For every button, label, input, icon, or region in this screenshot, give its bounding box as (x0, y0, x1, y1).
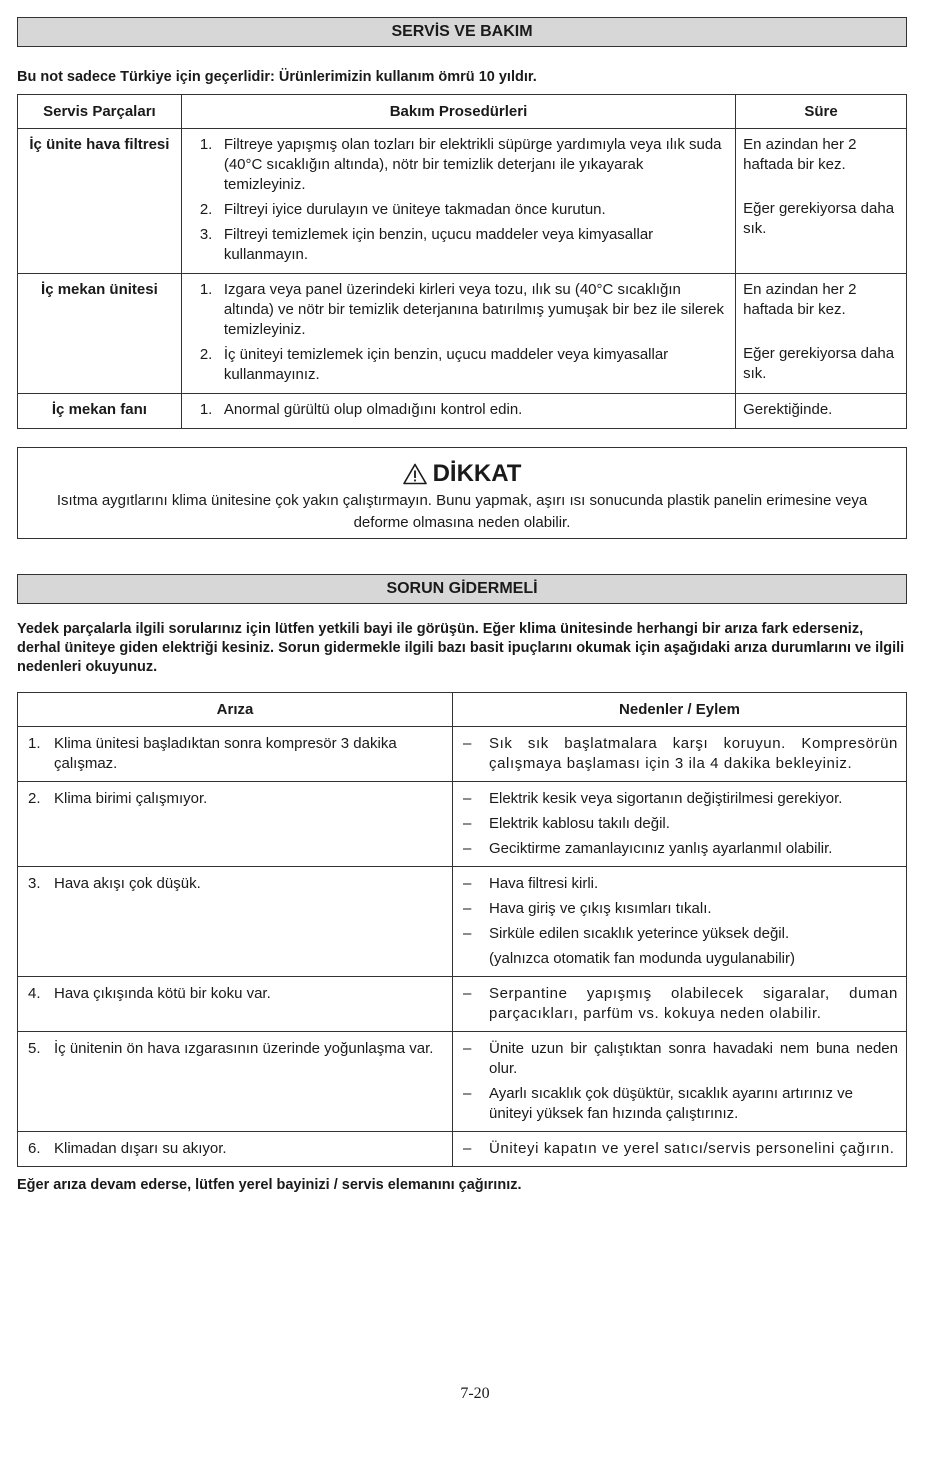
list-item-note: (yalnızca otomatik fan modunda uygulanabilir) (489, 950, 795, 967)
table-row (18, 1132, 907, 1167)
duration-primary: Gerektiğinde. (743, 401, 833, 418)
duration-cell (736, 129, 907, 274)
cause-cell (453, 1032, 907, 1132)
procedure-cell (181, 394, 735, 429)
table-row (18, 394, 907, 429)
fault-cell: 1. Klima ünitesi başladıktan sonra kompresör 3 dakika çalışmaz. (18, 727, 453, 782)
list-item: 2. İç üniteyi temizlemek için benzin, uçucu maddeler veya kimyasallar kullanmayınız. (199, 346, 669, 383)
table-row (18, 867, 907, 977)
service-section-title: SERVİS VE BAKIM (17, 17, 907, 47)
duration-primary: En azindan her 2 haftada bir kez. (743, 136, 857, 173)
fault-cell: 6. Klimadan dışarı su akıyor. (18, 1132, 453, 1167)
table-row (18, 274, 907, 394)
list-item: 3. Filtreyi temizlemek için benzin, uçucu maddeler veya kimyasallar kullanmayın. (199, 226, 654, 263)
part-name: İç ünite hava filtresi (18, 129, 182, 274)
troubleshooting-section-title: SORUN GİDERMELİ (17, 574, 907, 604)
fault-cell: 3. Hava akışı çok düşük. (18, 867, 453, 977)
caution-text: Isıtma aygıtlarını klima ünitesine çok yakın çalıştırmayın. Bunu yapmak, aşırı ısı sonucunda plastik panelin erimesine veya deforme olmasına neden olabilir. (56, 492, 868, 531)
list-item: 1. Filtreye yapışmış olan tozları bir elektrikli süpürge yardımıyla veya ılık suda (40°C sıcaklığın altında), nötr bir temizlik deterjanı ile yıkayarak temizleyiniz. (199, 136, 722, 193)
header-duration: Süre (736, 95, 907, 129)
page-number: 7-20 (460, 1385, 490, 1402)
troubleshooting-table-header (18, 693, 907, 727)
troubleshooting-intro: Yedek parçalarla ilgili sorularınız için lütfen yetkili bayi ile görüşün. Eğer klima ünitesinde herhangi bir arıza fark ederseniz, derhal üniteye giden elektriği kesiniz. Sorun gidermekle ilgili bazı basit ipuçlarını okumak için aşağıdaki arıza durumlarını ve ilgili nedenleri okuyunuz. (17, 621, 905, 675)
list-item: – Üniteyi kapatın ve yerel satıcı/servis personelini çağırın. (463, 1140, 895, 1157)
service-table (17, 94, 907, 429)
duration-primary: En azindan her 2 haftada bir kez. (743, 281, 857, 318)
lifetime-note: Bu not sadece Türkiye için geçerlidir: Ürünlerimizin kullanım ömrü 10 yıldır. (17, 69, 537, 85)
list-item: – Elektrik kesik veya sigortanın değiştirilmesi gerekiyor. (463, 790, 843, 807)
manual-page (17, 17, 907, 1193)
list-item: – Ünite uzun bir çalıştıktan sonra havadaki nem buna neden olur. (463, 1040, 898, 1077)
list-item: 1. Izgara veya panel üzerindeki kirleri veya tozu, ılık su (40°C sıcaklığın altında) ve nötr bir temizlik deterjanına batırılmış yumuşak bir bez ile silerek temizleyiniz. (199, 281, 725, 338)
duration-cell (736, 394, 907, 429)
warning-triangle-icon (403, 463, 427, 485)
list-item: – Ayarlı sıcaklık çok düşüktür, sıcaklık ayarını artırınız ve üniteyi yüksek fan hızında çalıştırınız. (463, 1085, 854, 1122)
list-item: – Sirküle edilen sıcaklık yeterince yüksek değil. (463, 925, 790, 942)
header-procedure: Bakım Prosedürleri (181, 95, 735, 129)
table-row (18, 1032, 907, 1132)
cause-cell (453, 977, 907, 1032)
procedure-cell (181, 129, 735, 274)
table-row (18, 782, 907, 867)
cause-cell (453, 1132, 907, 1167)
fault-cell: 4. Hava çıkışında kötü bir koku var. (18, 977, 453, 1032)
part-name: İç mekan fanı (18, 394, 182, 429)
list-item: – Geciktirme zamanlayıcınız yanlış ayarlanmıl olabilir. (463, 840, 833, 857)
table-row (18, 129, 907, 274)
fault-cell: 5. İç ünitenin ön hava ızgarasının üzerinde yoğunlaşma var. (18, 1032, 453, 1132)
duration-cell (736, 274, 907, 394)
list-item: – Hava filtresi kirli. (463, 875, 599, 892)
list-item: 1. Anormal gürültü olup olmadığını kontrol edin. (199, 401, 523, 418)
footer-note: Eğer arıza devam ederse, lütfen yerel bayinizi / servis elemanını çağırınız. (17, 1177, 522, 1193)
list-item: – Serpantine yapışmış olabilecek sigaralar, duman parçacıkları, parfüm vs. kokuya neden olabilir. (463, 985, 898, 1022)
header-part: Servis Parçaları (18, 95, 182, 129)
troubleshooting-table (17, 692, 907, 1167)
cause-cell (453, 867, 907, 977)
header-cause: Nedenler / Eylem (453, 693, 907, 727)
fault-cell: 2. Klima birimi çalışmıyor. (18, 782, 453, 867)
duration-secondary: Eğer gerekiyorsa daha sık. (743, 345, 895, 382)
list-item: 2. Filtreyi iyice durulayın ve üniteye takmadan önce kurutun. (199, 201, 606, 218)
table-row (18, 977, 907, 1032)
list-item: – Hava giriş ve çıkış kısımları tıkalı. (463, 900, 712, 917)
service-table-header (18, 95, 907, 129)
caution-title: DİKKAT (18, 460, 906, 488)
caution-box (17, 447, 907, 539)
cause-cell (453, 782, 907, 867)
duration-secondary: Eğer gerekiyorsa daha sık. (743, 200, 895, 237)
header-fault: Arıza (18, 693, 453, 727)
part-name: İç mekan ünitesi (18, 274, 182, 394)
table-row (18, 727, 907, 782)
procedure-cell (181, 274, 735, 394)
cause-cell (453, 727, 907, 782)
list-item: – Elektrik kablosu takılı değil. (463, 815, 670, 832)
list-item: – Sık sık başlatmalara karşı koruyun. Kompresörün çalışmaya başlaması için 3 ila 4 dakika bekleyiniz. (463, 735, 898, 772)
